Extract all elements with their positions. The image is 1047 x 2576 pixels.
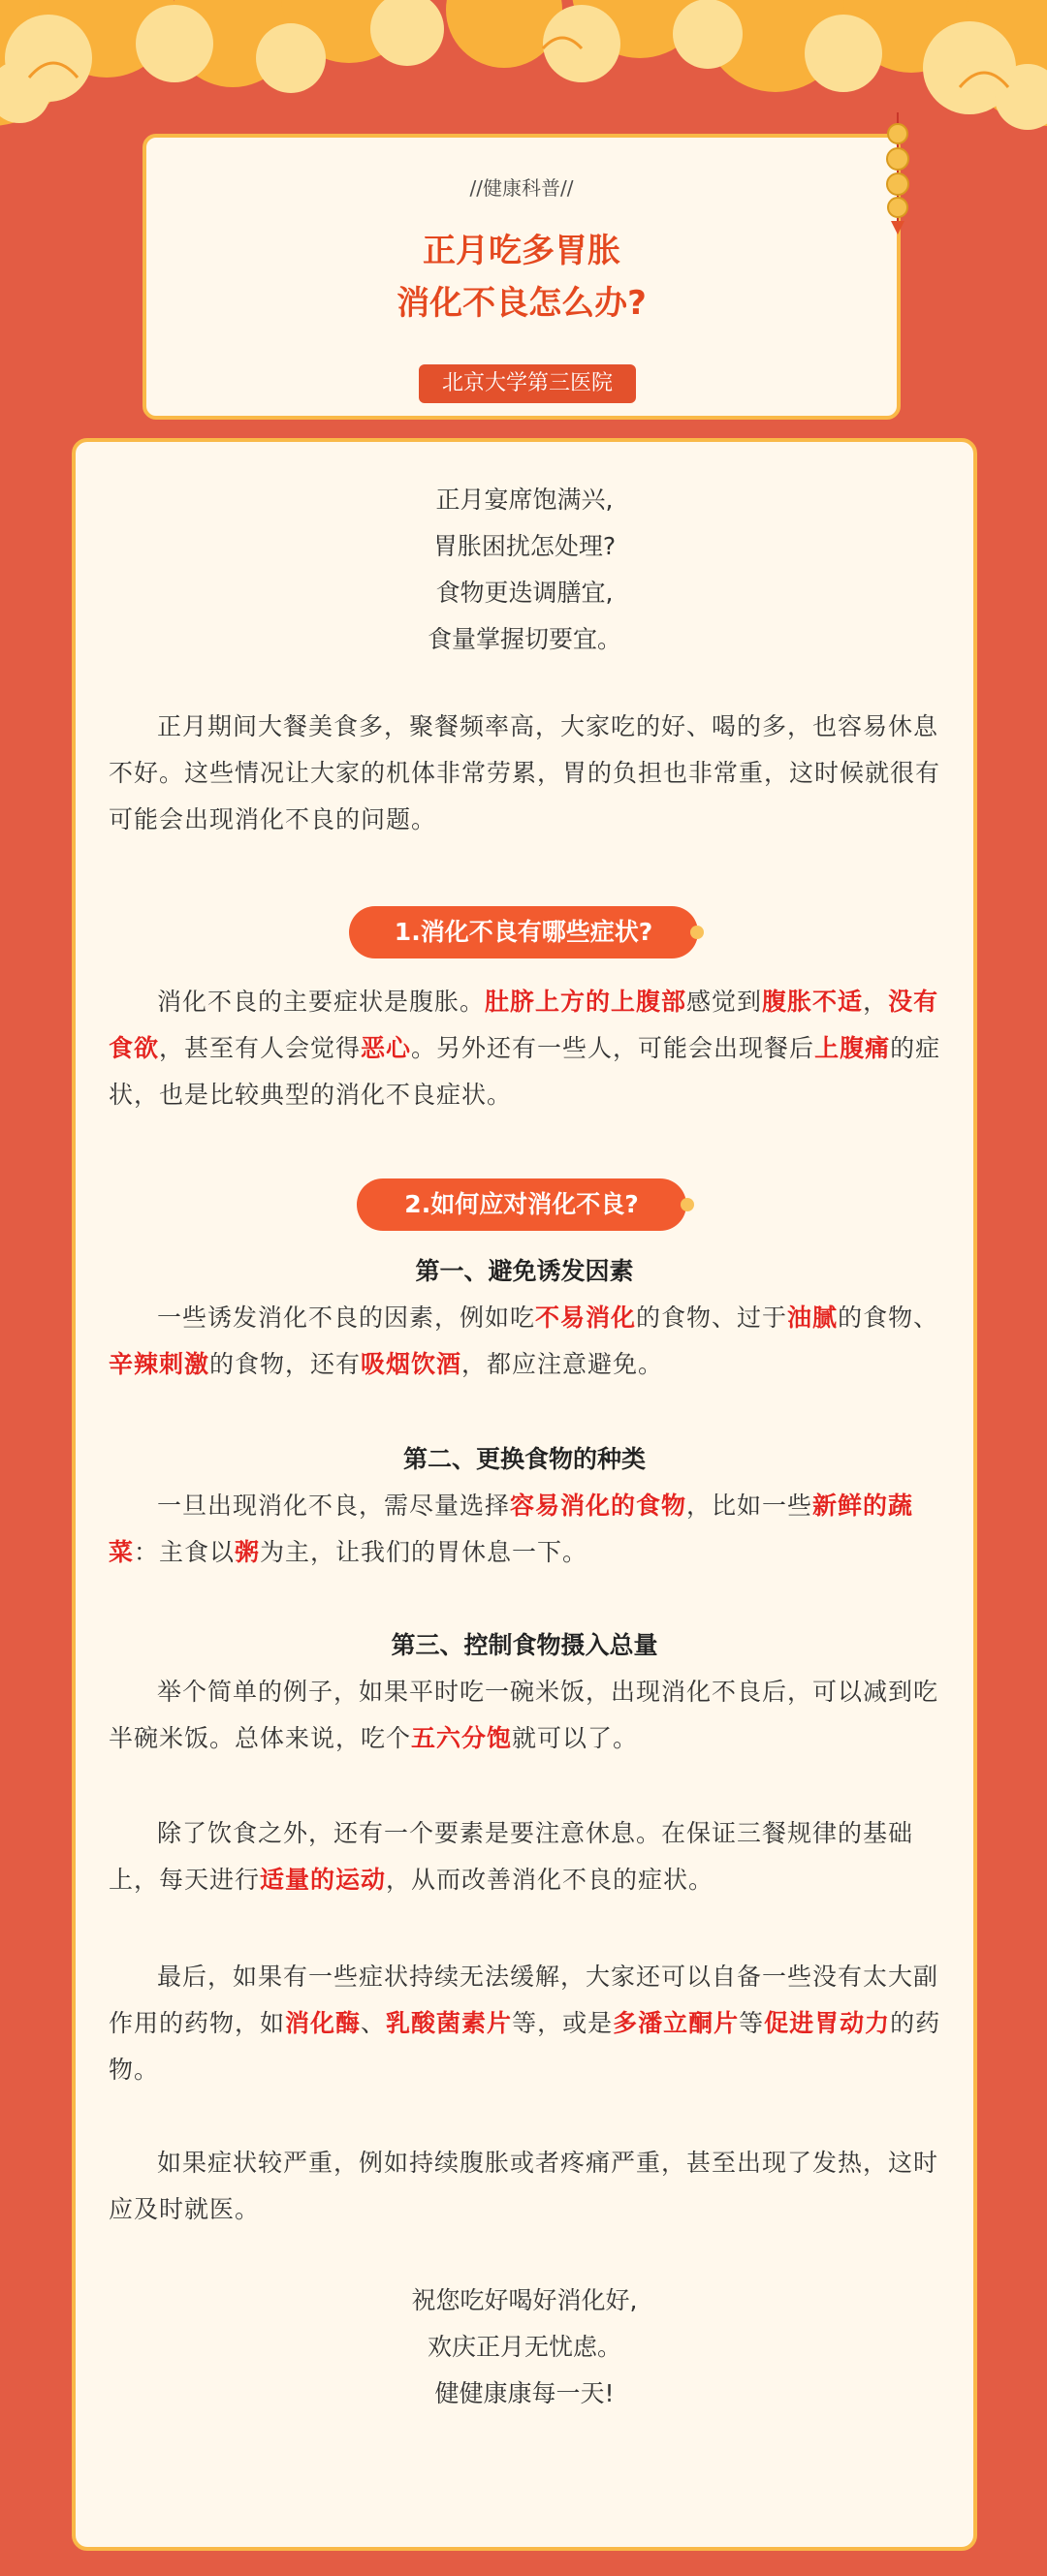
poem-line: 正月宴席饱满兴, xyxy=(435,486,614,514)
page-title xyxy=(146,225,897,330)
subheading-change-food: 第二、更换食物的种类 xyxy=(402,1445,646,1473)
heading-dot-icon xyxy=(681,1198,694,1211)
main-content-card xyxy=(72,438,977,2551)
symptoms-paragraph: 消化不良的主要症状是腹胀。肚脐上方的上腹部感觉到腹胀不适，没有食欲，甚至有人会觉得恶心。另外还有一些人，可能会出现餐后上腹痛的症状，也是比较典型的消化不良症状。 xyxy=(109,988,941,1109)
control-amount-paragraph: 举个简单的例子，如果平时吃一碗米饭，出现消化不良后，可以减到吃半碗米饭。总体来说，吃个五六分饱就可以了。 xyxy=(109,1678,939,1752)
change-food-paragraph: 一旦出现消化不良，需尽量选择容易消化的食物，比如一些新鲜的蔬菜：主食以粥为主，让我们的胃休息一下。 xyxy=(109,1492,914,1566)
section-2-heading: 2.如何应对消化不良? xyxy=(357,1178,686,1231)
hospital-badge: 北京大学第三医院 xyxy=(419,364,636,403)
title-line-2: 消化不良怎么办? xyxy=(397,284,647,323)
title-card xyxy=(143,134,901,420)
hanging-ornament-icon xyxy=(877,112,918,238)
subheading-avoid-triggers: 第一、避免诱发因素 xyxy=(415,1257,634,1285)
intro-paragraph: 正月期间大餐美食多，聚餐频率高，大家吃的好、喝的多，也容易休息不好。这些情况让大家的机体非常劳累，胃的负担也非常重，这时候就很有可能会出现消化不良的问题。 xyxy=(109,712,941,833)
medication-paragraph: 最后，如果有一些症状持续无法缓解，大家还可以自备一些没有太大副作用的药物，如消化酶、乳酸菌素片等，或是多潘立酮片等促进胃动力的药物。 xyxy=(109,1963,941,2084)
see-doctor-paragraph: 如果症状较严重，例如持续腹胀或者疼痛严重，甚至出现了发热，这时应及时就医。 xyxy=(109,2149,939,2223)
intro-poem xyxy=(76,477,973,663)
poem-line: 祝您吃好喝好消化好, xyxy=(411,2286,638,2314)
poem-line: 食物更迭调膳宜, xyxy=(435,579,614,607)
category-tag: //健康科普// xyxy=(469,176,574,200)
poem-line: 欢庆正月无忧虑。 xyxy=(427,2333,621,2361)
poem-line: 食量掌握切要宜。 xyxy=(427,625,621,653)
section-1-heading: 1.消化不良有哪些症状? xyxy=(349,906,698,958)
heading-dot-icon xyxy=(690,926,704,939)
rest-exercise-paragraph: 除了饮食之外，还有一个要素是要注意休息。在保证三餐规律的基础上，每天进行适量的运动，从而改善消化不良的症状。 xyxy=(109,1819,914,1894)
subheading-control-amount: 第三、控制食物摄入总量 xyxy=(391,1631,658,1659)
closing-poem xyxy=(76,2278,973,2417)
title-line-1: 正月吃多胃胀 xyxy=(423,232,620,270)
poem-line: 胃胀困扰怎处理? xyxy=(432,532,617,560)
avoid-triggers-paragraph: 一些诱发消化不良的因素，例如吃不易消化的食物、过于油腻的食物、辛辣刺激的食物，还有吸烟饮酒，都应注意避免。 xyxy=(109,1304,939,1378)
poem-line: 健健康康每一天! xyxy=(434,2379,615,2407)
